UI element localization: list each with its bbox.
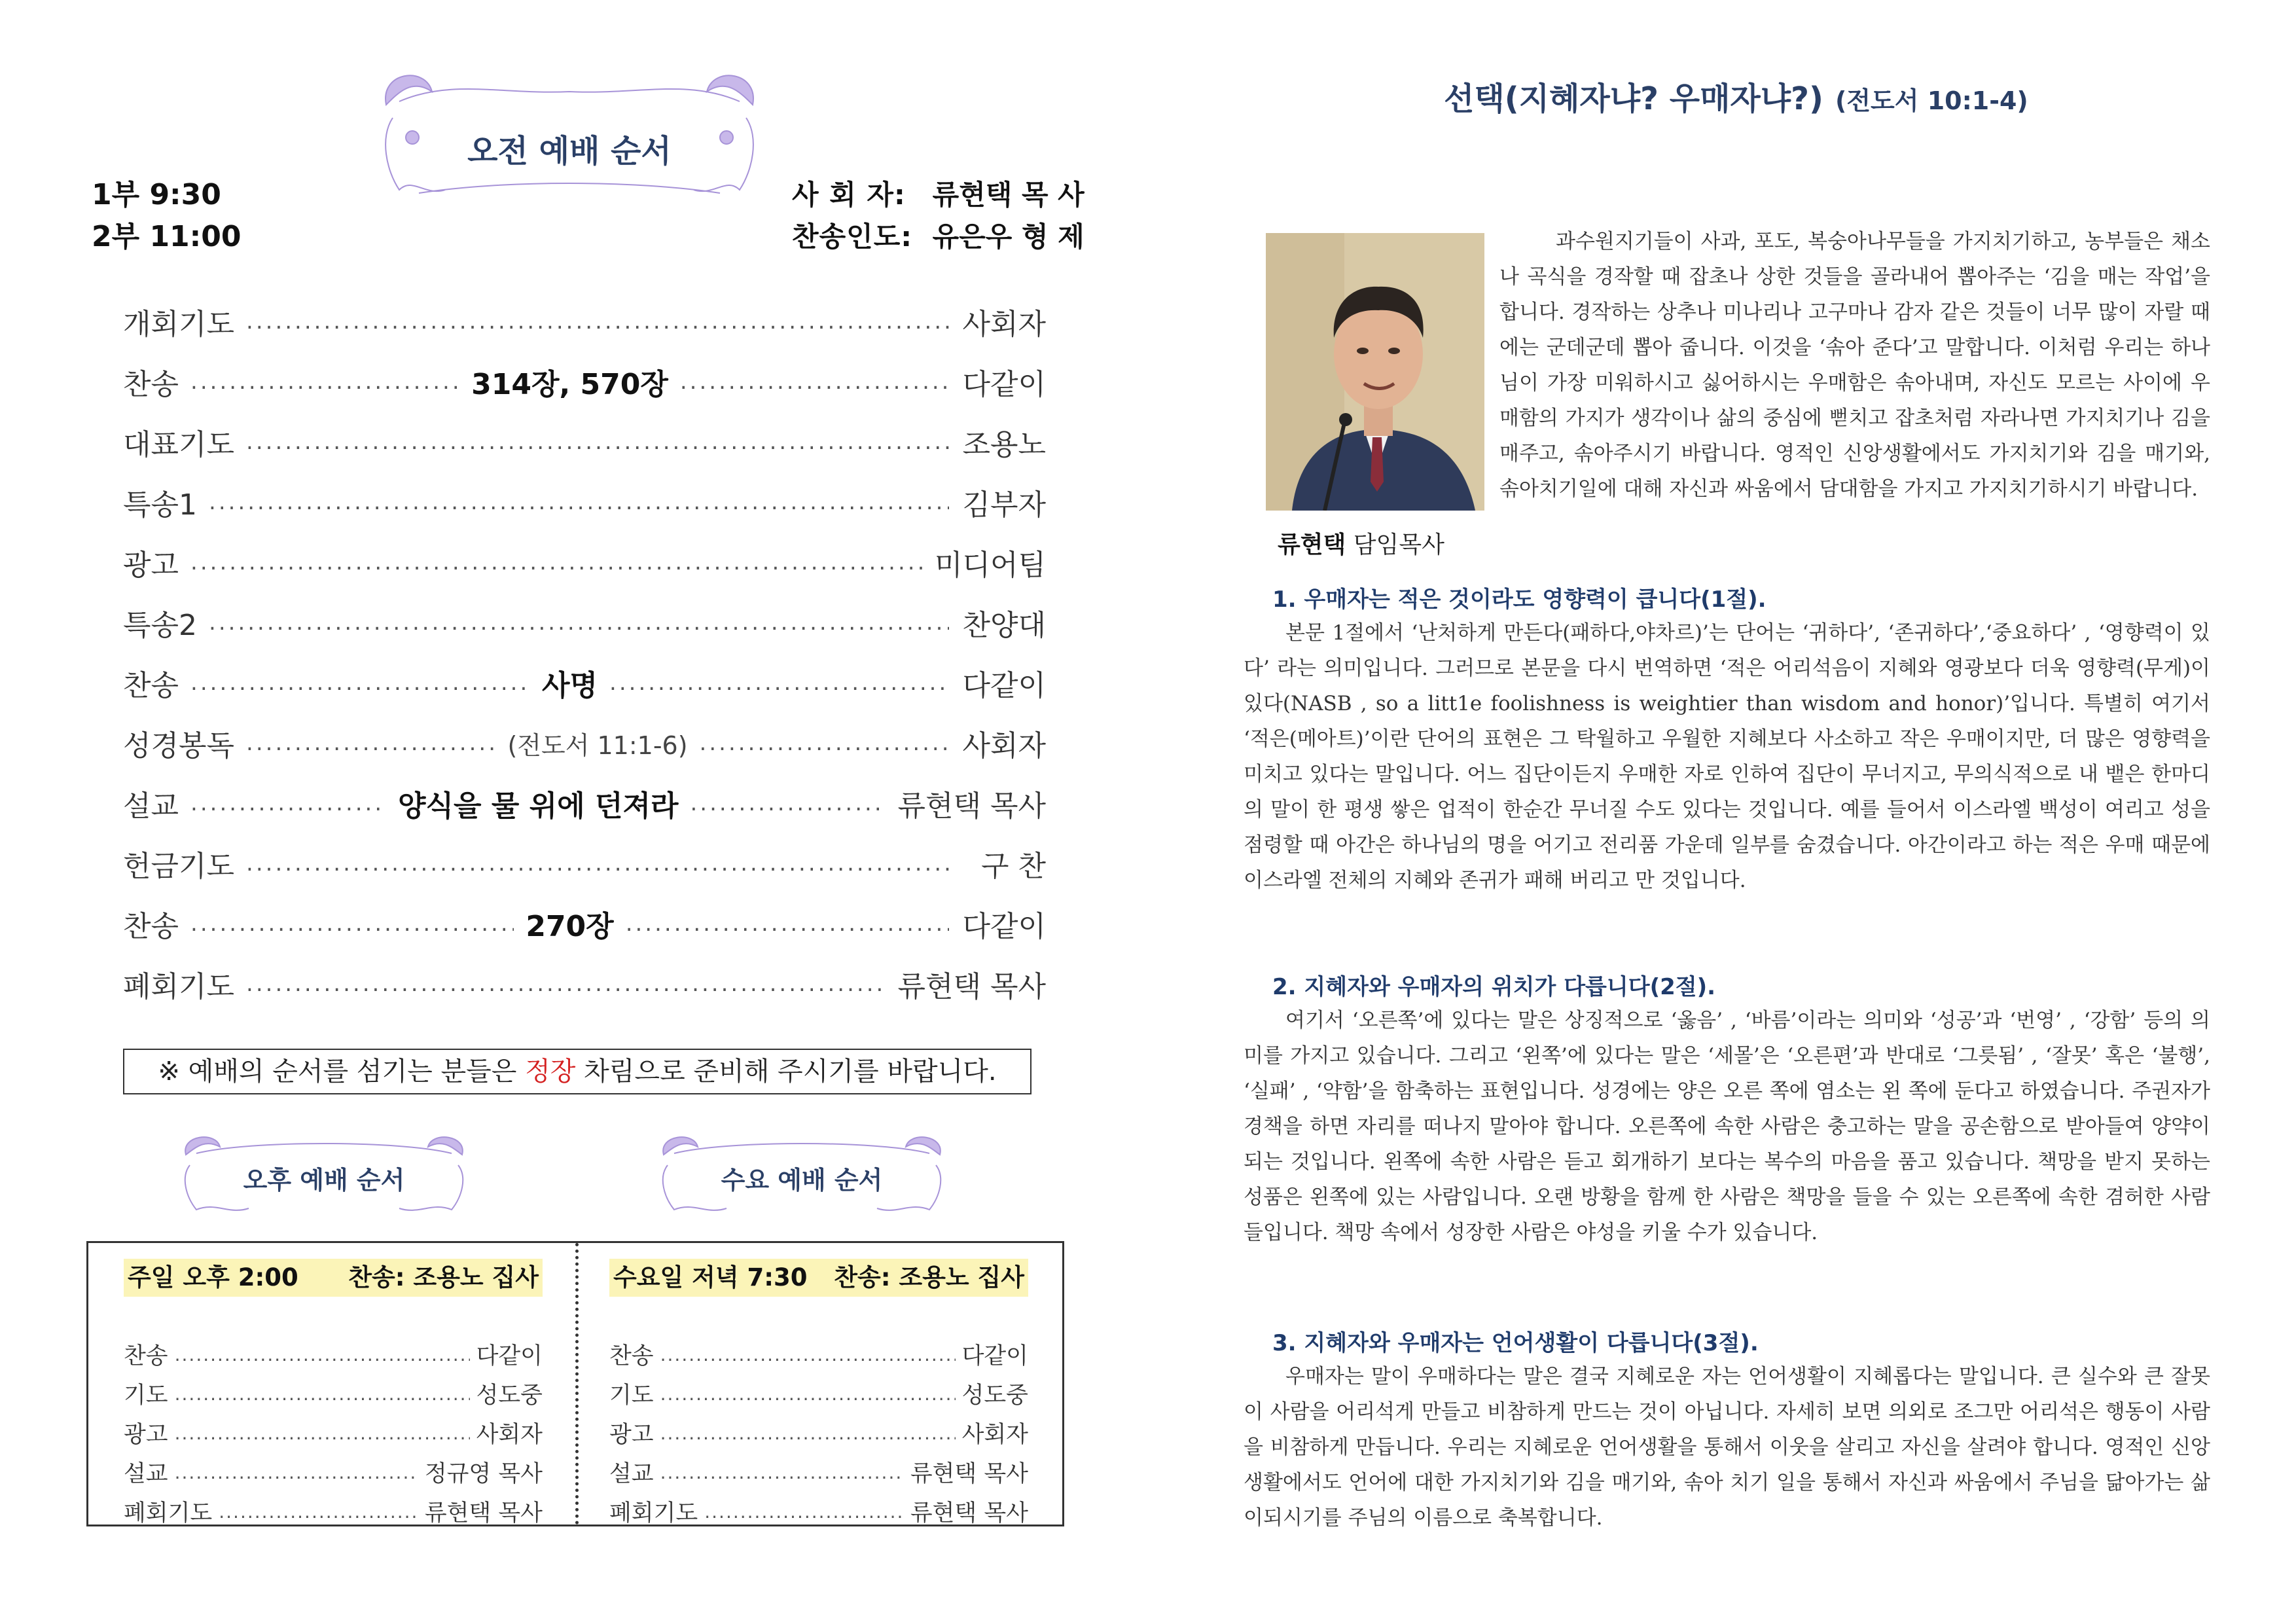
- order-item: 헌금기도: [123, 850, 235, 883]
- order-leader: 류현택 목사: [424, 1500, 543, 1526]
- order-row: [123, 532, 1046, 592]
- section-2-body: 여기서 ‘오른쪽’에 있다는 말은 상징적으로 ‘옳음’ , ‘바름’이라는 의미와 ‘성공’과 ‘번영’ , ‘강함’ 등의 의미를 가지고 있습니다. 그리고 ‘왼쪽’에 있다는 말은 ‘세몰’은 ‘오른편’과 반대로 ‘그릇됨’ , ‘잘못’ 혹은 ‘불행’, ‘실패’ , ‘약함’을 함축하는 표현입니다. 성경에는 양은 오른 쪽에 염소는 왼 쪽에 둔다고 하였습니다. 주권자가 경책을 하면 자리를 떠나지 말아야 합니다. 오른쪽에 속한 사람은 충고하는 말을 공손함으로 받아들여 양약이 되는 것입니다. 왼쪽에 속한 사람은 듣고 회개하기 보다는 복수의 마음을 품고 있습니다. 책망을 받지 못하는 성품은 왼쪽에 있는 사람입니다. 오랜 방황을 함께 한 사람은 책망을 들을 수 있는 오른쪽에 속한 겸허한 사람들입니다. 책망 속에서 성장한 사람은 야성을 키울 수가 있습니다.: [1244, 1009, 2210, 1244]
- order-leader: 사회자: [476, 1422, 543, 1448]
- order-item: 광고: [609, 1422, 654, 1448]
- order-row: [124, 1335, 543, 1374]
- dot-leader: [609, 670, 949, 696]
- order-item: 설교: [123, 789, 179, 823]
- dot-leader: [626, 911, 949, 937]
- order-item: 기도: [609, 1382, 654, 1409]
- dot-leader: [246, 730, 495, 756]
- dot-leader: [190, 670, 530, 696]
- section-1-title: 1. 우매자는 적은 것이라도 영향력이 큽니다(1절).: [1272, 586, 1767, 613]
- order-item: 광고: [124, 1422, 168, 1448]
- dot-leader: [209, 609, 949, 636]
- service-staff: [792, 174, 1085, 258]
- order-row: [123, 773, 1046, 833]
- dot-leader: [660, 1344, 956, 1365]
- afternoon-column: [124, 1259, 543, 1531]
- sermon-intro: 과수원지기들이 사과, 포도, 복숭아나무들을 가지치기하고, 농부들은 채소나 곡식을 경작할 때 잡초나 상한 것들을 골라내어 뽑아주는 ‘김을 매는 작업’을 합니다. 경작하는 상추나 미나리나 고구마나 감자 같은 것들이 너무 많이 자랄 때에는 군데군데 뽑아 줍니다. 이것을 ‘솎아 준다’고 말합니다. 이처럼 우리는 하나님이 가장 미워하시고 싫어하시는 우매함은 솎아내며, 자신도 모르는 사이에 우매함의 가지가 생각이나 삶의 중심에 뻗치고 잡초처럼 자라나면 가지치기나 김을 매주고, 솎아주시기 바랍니다. 영적인 신앙생활에서도 가지치기와 김을 매기와, 솎아치기일에 대해 자신과 싸움에서 담대함을 가지고 가지치기하시기 바랍니다.: [1499, 230, 2210, 501]
- order-item: 찬송: [123, 910, 179, 943]
- morning-service-title: 오전 예배 순서: [467, 133, 672, 170]
- wednesday-column: [609, 1259, 1028, 1531]
- order-leader: 사회자: [962, 308, 1046, 341]
- order-item: 찬송: [609, 1343, 654, 1369]
- order-leader: 성도중: [961, 1382, 1028, 1409]
- order-leader: 김부자: [962, 488, 1046, 522]
- afternoon-time: 주일 오후 2:00: [128, 1263, 298, 1291]
- section-3-title: 3. 지혜자와 우매자는 언어생활이 다릅니다(3절).: [1272, 1330, 1759, 1356]
- notice-box: [123, 1049, 1031, 1094]
- order-row: [124, 1453, 543, 1492]
- staff-value: 류현택 목 사: [932, 179, 1085, 211]
- order-row: [124, 1492, 543, 1531]
- afternoon-order-list: [124, 1335, 543, 1531]
- section-2-title: 2. 지혜자와 우매자의 위치가 다릅니다(2절).: [1272, 974, 1716, 1000]
- order-item: 폐회기도: [609, 1500, 698, 1526]
- dot-leader: [660, 1462, 904, 1483]
- dot-leader: [175, 1422, 470, 1444]
- order-item: 설교: [609, 1461, 654, 1487]
- order-row: [123, 713, 1046, 773]
- order-detail: 양식을 물 위에 던져라: [398, 789, 679, 823]
- order-row: [123, 954, 1046, 1014]
- order-item: 특송1: [123, 488, 198, 522]
- order-leader: 미디어팀: [934, 549, 1046, 582]
- order-row: [124, 1374, 543, 1413]
- order-leader: 다같이: [476, 1343, 543, 1369]
- sermon-reference: (전도서 10:1-4): [1835, 86, 2028, 115]
- order-leader: 다같이: [962, 910, 1046, 943]
- order-leader: 사회자: [961, 1422, 1028, 1448]
- order-leader: 조용노: [962, 428, 1046, 461]
- service-time-2: 2부 11:00: [92, 220, 242, 253]
- pastor-photo: [1266, 233, 1484, 511]
- dot-leader: [660, 1383, 956, 1405]
- order-item: 폐회기도: [123, 970, 235, 1003]
- order-item: 기도: [124, 1382, 168, 1409]
- order-item: 개회기도: [123, 308, 235, 341]
- pastor-caption: [1278, 526, 1444, 560]
- dot-leader: [700, 730, 949, 756]
- service-time-1: 1부 9:30: [92, 178, 221, 211]
- notice-text-before: ※ 예배의 순서를 섬기는 분들은: [158, 1056, 526, 1087]
- dot-leader: [190, 911, 514, 937]
- dot-leader: [246, 971, 886, 997]
- order-row: [123, 653, 1046, 713]
- dot-leader: [190, 549, 923, 575]
- wednesday-header: [609, 1259, 1028, 1297]
- order-item: 광고: [123, 549, 179, 582]
- order-leader: 류현택 목사: [897, 789, 1046, 823]
- dot-leader: [190, 369, 459, 395]
- afternoon-service-title: 오후 예배 순서: [243, 1166, 405, 1195]
- order-row: [123, 893, 1046, 954]
- staff-row: [792, 216, 1085, 258]
- section-1-body: 본문 1절에서 ‘난처하게 만든다(패하다,야차르)’는 단어는 ‘귀하다’, ‘존귀하다’,‘중요하다’ , ‘영향력이 있다’ 라는 의미입니다. 그러므로 본문을 다시 번역하면 ‘적은 어리석음이 지혜와 영광보다 더욱 영향력(무게)이 있다(NASB , so a litt1e foolishness is weightier than wisdom and honor)’입니다. 특별히 여기서 ‘적은(메아트)’이란 단어의 표현은 그 탁월하고 우월한 지혜보다 사소하고 작은 우매이지만, 더 많은 영향력을 미치고 있다는 말입니다. 어느 집단이든지 우매한 자로 인하여 집단이 무너지고, 무의식적으로 내 뱉은 한마디의 말이 한 평생 쌓은 업적이 한순간 무너질 수도 있다는 것입니다. 예를 들어서 이스라엘 백성이 여리고 성을 점령할 때 아간은 하나님의 명을 어기고 전리품 가운데 일부를 숨겼습니다. 아간이라고 하는 적은 우매 때문에 이스라엘 전체의 지혜와 존귀가 패해 버리고 만 것입니다.: [1244, 621, 2210, 892]
- staff-row: [792, 174, 1085, 216]
- order-item: 찬송: [123, 368, 179, 401]
- order-row: [123, 412, 1046, 472]
- wednesday-leader: 찬송: 조용노 집사: [834, 1263, 1024, 1291]
- order-detail: (전도서 11:1-6): [507, 731, 688, 760]
- order-detail: 314장, 570장: [471, 368, 668, 401]
- morning-order-list: [123, 291, 1046, 1014]
- order-detail: 사명: [542, 669, 598, 702]
- notice-text-after: 차림으로 준비해 주시기를 바랍니다.: [575, 1056, 997, 1087]
- dot-leader: [209, 489, 949, 515]
- order-row: [609, 1453, 1028, 1492]
- order-row: [609, 1374, 1028, 1413]
- notice-highlight: 정장: [525, 1056, 576, 1087]
- order-leader: 정규영 목사: [424, 1461, 543, 1487]
- dot-leader: [219, 1501, 418, 1523]
- pastor-role: 담임목사: [1353, 532, 1444, 558]
- order-leader: 다같이: [961, 1343, 1028, 1369]
- dot-leader: [246, 850, 949, 876]
- wednesday-time: 수요일 저녁 7:30: [613, 1263, 808, 1291]
- wednesday-service-banner: [655, 1131, 949, 1220]
- order-row: [123, 472, 1046, 532]
- order-leader: 구 찬: [981, 850, 1046, 883]
- pastor-name: 류현택: [1278, 532, 1346, 558]
- order-leader: 성도중: [476, 1382, 543, 1409]
- order-row: [123, 291, 1046, 352]
- order-row: [124, 1413, 543, 1453]
- order-row: [123, 592, 1046, 653]
- order-leader: 류현택 목사: [910, 1461, 1028, 1487]
- order-leader: 다같이: [962, 368, 1046, 401]
- order-row: [123, 833, 1046, 893]
- order-leader: 다같이: [962, 669, 1046, 702]
- section-3-body: 우매자는 말이 우매하다는 말은 결국 지혜로운 자는 언어생활이 지혜롭다는 말입니다. 큰 실수와 큰 잘못이 사람을 어리석게 만들고 비참하게 만드는 것이 아닙니다. 자세히 보면 의외로 조그만 어리석은 행동이 사람을 비참하게 만듭니다. 우리는 지혜로운 언어생활을 통해서 이웃을 살리고 자신을 살려야 합니다. 영적인 신앙생활에서도 언어에 대한 가지치기와 김을 매기와, 솎아 치기 일을 통해서 자신과 싸움에서 주님을 닮아가는 삶이되시기를 주님의 이름으로 축복합니다.: [1244, 1365, 2210, 1530]
- service-times: [92, 174, 242, 258]
- order-item: 특송2: [123, 609, 198, 642]
- dot-leader: [246, 308, 949, 334]
- dot-leader: [175, 1383, 470, 1405]
- order-item: 찬송: [124, 1343, 168, 1369]
- dotted-divider: [575, 1243, 579, 1525]
- bulletin-right-page: [1148, 0, 2296, 1624]
- pastor-portrait-icon: [1266, 233, 1484, 511]
- order-leader: 찬양대: [962, 609, 1046, 642]
- dot-leader: [175, 1344, 470, 1365]
- order-item: 설교: [124, 1461, 168, 1487]
- order-row: [123, 352, 1046, 412]
- dot-leader: [704, 1501, 904, 1523]
- afternoon-leader: 찬송: 조용노 집사: [348, 1263, 539, 1291]
- dot-leader: [660, 1422, 956, 1444]
- order-row: [609, 1335, 1028, 1374]
- order-leader: 류현택 목사: [910, 1500, 1028, 1526]
- dot-leader: [246, 429, 949, 455]
- order-item: 폐회기도: [124, 1500, 213, 1526]
- order-row: [609, 1492, 1028, 1531]
- order-leader: 사회자: [962, 729, 1046, 763]
- dot-leader: [175, 1462, 418, 1483]
- dot-leader: [680, 369, 949, 395]
- morning-service-banner: [373, 65, 766, 204]
- order-item: 찬송: [123, 669, 179, 702]
- afternoon-service-banner: [177, 1131, 471, 1220]
- order-item: 대표기도: [123, 428, 235, 461]
- evening-services-box: [86, 1241, 1064, 1526]
- dot-leader: [190, 790, 386, 816]
- order-leader: 류현택 목사: [897, 970, 1046, 1003]
- sermon-title: 선택(지혜자냐? 우매자냐?): [1444, 81, 1823, 117]
- sermon-title-line: [1444, 73, 2028, 118]
- staff-label: 사 회 자:: [792, 179, 906, 211]
- afternoon-header: [124, 1259, 543, 1297]
- order-item: 성경봉독: [123, 729, 235, 763]
- order-row: [609, 1413, 1028, 1453]
- dot-leader: [691, 790, 886, 816]
- order-detail: 270장: [526, 910, 614, 943]
- wednesday-order-list: [609, 1335, 1028, 1531]
- staff-label: 찬송인도:: [792, 221, 913, 253]
- staff-value: 유은우 형 제: [932, 221, 1085, 253]
- wednesday-service-title: 수요 예배 순서: [721, 1166, 883, 1195]
